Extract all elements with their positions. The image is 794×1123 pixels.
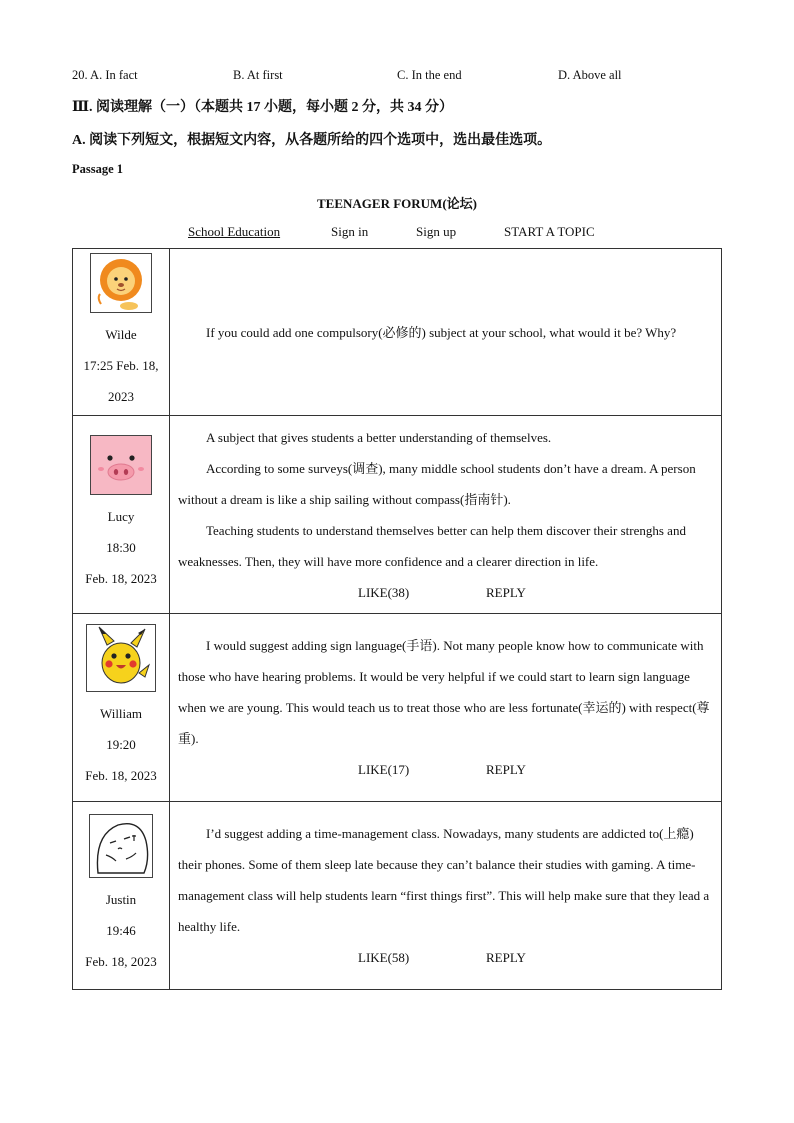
post-time: 19:46 (106, 923, 136, 938)
nav-school-education[interactable]: School Education (188, 224, 281, 239)
forum-post-row (73, 249, 722, 416)
user-cell (73, 614, 170, 802)
forum-post-row (73, 802, 722, 990)
post-content (170, 249, 722, 416)
section-title: Ⅲ. 阅读理解（一）（本题共 17 小题，每小题 2 分，共 34 分） (72, 100, 454, 115)
post-date: Feb. 18, 2023 (85, 571, 157, 586)
post-actions (178, 942, 712, 973)
q20-option-c: C. In the end (397, 68, 462, 82)
pig-avatar-icon (90, 435, 152, 495)
post-paragraph: Teaching students to understand themselves better can help them discover their strenghs and weaknesses. Then, they will have more confidence and a clearer direction in life. (178, 522, 686, 569)
post-time: 17:25 Feb. 18, (83, 357, 159, 373)
reply-button[interactable]: REPLY (486, 762, 526, 777)
q20-option-a: 20. A. In fact (72, 68, 138, 82)
pikachu-avatar-icon (86, 624, 156, 692)
post-date: Feb. 18, 2023 (85, 954, 157, 969)
post-date: Feb. 18, 2023 (85, 768, 157, 783)
post-actions (178, 754, 712, 785)
username: William (99, 706, 143, 721)
post-paragraph: According to some surveys(调查), many middle school students don’t have a dream. A person without a dream is like a ship sailing without compass(指南针). (178, 460, 696, 507)
user-cell (73, 802, 170, 990)
username: Lucy (107, 509, 135, 524)
section-instructions: A. 阅读下列短文，根据短文内容，从各题所给的四个选项中，选出最佳选项。 (72, 133, 552, 148)
reply-button[interactable]: REPLY (486, 950, 526, 965)
nav-sign-up[interactable]: Sign up (416, 224, 457, 239)
post-paragraph: I would suggest adding sign language(手语). Not many people know how to communicate with those who have hearing problems. It would be very helpful if we could start to learn sign language when we are young. This would teach us to treat those who are less fortunate(幸运的) with respect(尊重). (178, 638, 710, 746)
post-paragraph: I’d suggest adding a time-management class. Nowadays, many students are addicted to(上瘾) their phones. Some of them sleep late because they can’t balance their studies with gaming. A time-management class will help students learn “first things first”. This will help make sure that they lead a healthy life. (178, 826, 710, 934)
post-year: 2023 (108, 388, 134, 404)
like-button[interactable]: LIKE(58) (358, 950, 410, 965)
post-time: 19:20 (106, 737, 136, 752)
username: Wilde (105, 326, 137, 342)
nav-sign-in[interactable]: Sign in (331, 224, 369, 239)
forum-table (72, 248, 722, 990)
post-paragraph: A subject that gives students a better understanding of themselves. (206, 429, 552, 445)
q20-option-b: B. At first (233, 68, 283, 82)
cartoon-avatar-icon (89, 814, 153, 878)
lion-avatar-icon (90, 253, 152, 313)
post-content (170, 614, 722, 802)
forum-title: TEENAGER FORUM(论坛) (317, 196, 477, 211)
passage-label: Passage 1 (72, 162, 124, 176)
like-button[interactable]: LIKE(17) (358, 762, 410, 777)
reply-button[interactable]: REPLY (486, 584, 526, 600)
user-cell (73, 416, 170, 614)
username: Justin (105, 892, 137, 907)
forum-post-row (73, 614, 722, 802)
forum-post-row (73, 416, 722, 614)
q20-option-d: D. Above all (558, 68, 622, 82)
user-cell (73, 249, 170, 416)
nav-start-topic[interactable]: START A TOPIC (504, 224, 595, 239)
like-button[interactable]: LIKE(38) (358, 584, 410, 600)
post-content (170, 416, 722, 614)
post-content (170, 802, 722, 990)
post-time: 18:30 (106, 540, 136, 555)
post-actions (178, 577, 712, 608)
post-paragraph: If you could add one compulsory(必修的) subject at your school, what would it be? Why? (206, 324, 677, 340)
